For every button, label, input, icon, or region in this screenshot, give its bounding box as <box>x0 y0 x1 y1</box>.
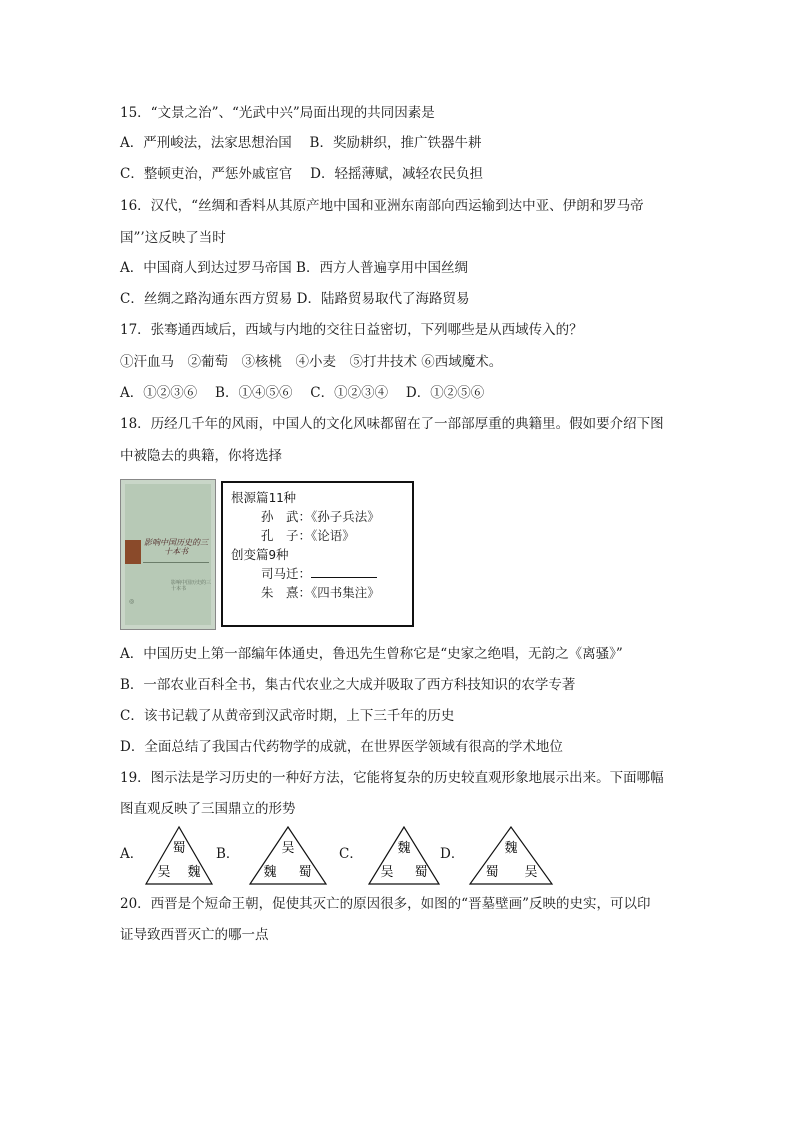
q20-stem-line1: 20．西晋是个短命王朝，促使其灭亡的原因很多，如图的“晋墓壁画”反映的史实，可以印 <box>120 896 651 912</box>
q19-option-c-triangle <box>367 825 441 887</box>
q18-option-c: C．该书记载了从黄帝到汉武帝时期，上下三千年的历史 <box>120 708 455 724</box>
q17-stem: 17．张骞通西域后，西域与内地的交往日益密切，下列哪些是从西域传入的？ <box>120 322 583 338</box>
q15-options-ab: A．严刑峻法，法家思想治国 B．奖励耕织，推广铁器牛耕 <box>120 135 482 151</box>
q19-option-d-triangle <box>468 825 554 887</box>
tri-a-right: 魏 <box>187 865 201 880</box>
tri-a-left: 吴 <box>157 865 171 880</box>
list-item-sunzi: 孙 武：《孙子兵法》 <box>261 509 380 524</box>
q19-option-a-triangle <box>144 825 214 887</box>
q16-stem-line1: 16．汉代，“丝绸和香料从其原产地中国和亚洲东南部向西运输到达中亚、伊朗和罗马帝 <box>120 198 644 214</box>
tri-a-top: 蜀 <box>172 841 186 856</box>
q16-options-cd: C．丝绸之路沟通东西方贸易 D．陆路贸易取代了海路贸易 <box>120 291 470 307</box>
q15-options-cd: C．整顿吏治，严惩外戚宦官 D．轻摇薄赋，减轻农民负担 <box>120 166 483 182</box>
q16-stem-line2: 国”’这反映了当时 <box>120 230 226 246</box>
q19-option-b-triangle <box>248 825 328 887</box>
cover-title: 影响中国历史的三十本书 <box>144 538 208 556</box>
publisher-logo-icon: ◎ <box>129 598 135 605</box>
q18-stem-line1: 18．历经几千年的风雨，中国人的文化风味都留在了一部部厚重的典籍里。假如要介绍下图 <box>120 416 664 432</box>
list-item-zhuxi: 朱 熹：《四书集注》 <box>261 585 380 600</box>
hidden-book-blank <box>311 565 377 578</box>
q19-option-a-label: A． <box>120 846 144 862</box>
q18-option-d: D．全面总结了我国古代药物学的成就，在世界医学领域有很高的学术地位 <box>120 739 563 755</box>
q19-option-b-label: B． <box>216 846 240 862</box>
list-item-lunyu: 孔 子：《论语》 <box>261 528 355 543</box>
tri-b-top: 吴 <box>281 841 295 856</box>
q18-option-a: A．中国历史上第一部编年体通史，鲁迅先生曾称它是“史家之绝唱，无韵之《离骚》” <box>120 646 623 662</box>
q16-options-ab: A．中国商人到达过罗马帝国 B．西方人普遍享用中国丝绸 <box>120 260 468 276</box>
q15-stem: 15．“文景之治”、“光武中兴”局面出现的共同因素是 <box>120 105 435 121</box>
tri-b-left: 魏 <box>263 865 277 880</box>
tri-c-left: 吴 <box>380 865 394 880</box>
q18-figure <box>120 479 416 630</box>
tri-d-right: 吴 <box>524 865 538 880</box>
q19-option-d-label: D． <box>440 846 465 862</box>
tri-c-right: 蜀 <box>414 865 428 880</box>
q19-option-c-label: C． <box>339 846 363 862</box>
q19-stem-line2: 图直观反映了三国鼎立的形势 <box>120 801 296 817</box>
book-cover-image <box>120 479 216 630</box>
book-list-box <box>221 481 414 627</box>
q19-stem-line1: 19．图示法是学习历史的一种好方法，它能将复杂的历史较直观形象地展示出来。下面哪幅 <box>120 770 664 786</box>
tri-b-right: 蜀 <box>298 865 312 880</box>
list-header-roots: 根源篇11种 <box>231 490 297 505</box>
q20-stem-line2: 证导致西晋灭亡的哪一点 <box>120 927 269 943</box>
tri-c-top: 魏 <box>397 841 411 856</box>
cover-subtitle: 影响中国历史的三十本书 <box>171 580 212 592</box>
tri-d-top: 魏 <box>504 841 518 856</box>
cover-picture <box>125 540 141 564</box>
q17-items: ①汗血马 ②葡萄 ③核桃 ④小麦 ⑤打井技术 ⑥西域魔术。 <box>120 354 503 370</box>
q18-option-b: B．一部农业百科全书，集古代农业之大成并吸取了西方科技知识的农学专著 <box>120 677 576 693</box>
tri-d-left: 蜀 <box>485 865 499 880</box>
q18-stem-line2: 中被隐去的典籍，你将选择 <box>120 448 282 464</box>
list-header-change: 创变篇9种 <box>231 547 289 562</box>
list-item-simaqian: 司马迁： <box>261 565 377 583</box>
q17-options: A．①②③⑥ B．①④⑤⑥ C．①②③④ D．①②⑤⑥ <box>120 385 485 401</box>
